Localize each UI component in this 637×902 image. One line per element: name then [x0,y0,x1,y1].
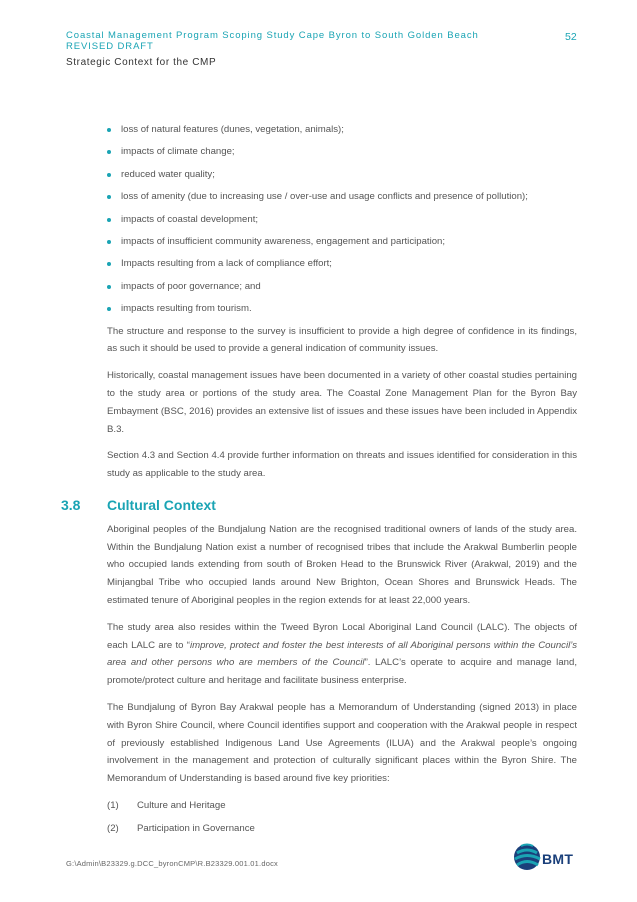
bullet-icon [107,218,111,222]
section-title: Cultural Context [107,496,216,513]
bmt-globe-icon [513,841,543,873]
list-item: (2) Participation in Governance [107,823,255,835]
chapter-title: Strategic Context for the CMP [66,57,217,68]
section-number: 3.8 [61,496,81,513]
page-number: 52 [565,31,577,43]
logo-text: BMT [542,851,574,867]
bullet-icon [107,128,111,132]
aboriginal-peoples-paragraph: Aboriginal peoples of the Bundjalung Nation are the recognised traditional owners of lands of the study area. Within the Bundjalung Nation exist a number of recognised tribes that include the Arakwal Bumberlin people who occupied lands extending from south of Broken Head to the Brunswick River (Arakwal, 2019) and the Minjangbal Tribe who occupied lands around New Brighton, Ocean Shores and Brunswick Heads. The estimated tenure of Aboriginal peoples in the region extends for at least 22,000 years. [107,523,577,607]
lalc-paragraph: The study area also resides within the Tweed Byron Local Aboriginal Land Council (LALC). The objects of each LALC are to “improve, protect and foster the best interests of all Aboriginal persons within the Council’s area and other persons who are members of the Council”. LALC’s operate to acquire and manage land, promote/protect culture and heritage and facilitate business enterprise. [107,621,577,687]
file-path: G:\Admin\B23329.g.DCC_byronCMP\R.B23329.001.01.docx [66,859,278,868]
bullet-icon [107,240,111,244]
lalc-quote: improve, protect and foster the best interests of all Aboriginal persons within the Council’s area and other persons who are members of the Council [107,639,577,669]
mou-paragraph: The Bundjalung of Byron Bay Arakwal people has a Memorandum of Understanding (signed 2013) in place with Byron Shire Council, where Council identifies support and cooperation with the Arakwal people in respect of previously established Indigenous Land Use Agreements (ILUA) and the Arakwal people’s ongoing involvement in the management and protection of culturally significant places within the Byron Shire. The Memorandum of Understanding is based around five key priorities: [107,702,577,785]
list-item: (1) Culture and Heritage [107,800,226,812]
history-paragraph: Historically, coastal management issues have been documented in a variety of other coastal studies pertaining to the study area or portions of the study area. The Coastal Zone Management Plan for the Byron Bay Embayment (BSC, 2016) provides an extensive list of issues and these issues have been included in Appendix B.3. [107,370,577,435]
list-item: impacts of climate change; [107,143,577,160]
bullet-icon [107,262,111,266]
page-body [61,121,577,843]
page-header [66,30,526,68]
list-item: reduced water quality; [107,166,577,183]
issues-list [107,121,577,317]
survey-paragraph: The structure and response to the survey is insufficient to provide a high degree of confidence in its findings, as such it should be used to provide a general indication of community issues. [107,325,577,355]
bullet-icon [107,173,111,177]
list-item: Impacts resulting from a lack of compliance effort; [107,255,577,272]
document-title: Coastal Management Program Scoping Study Cape Byron to South Golden Beach REVISED DRAFT [66,30,479,52]
list-item: impacts of poor governance; and [107,278,577,295]
list-item: loss of natural features (dunes, vegetation, animals); [107,121,577,138]
list-item: loss of amenity (due to increasing use / over-use and usage conflicts and presence of pollution); [107,188,577,205]
sections-paragraph: Section 4.3 and Section 4.4 provide further information on threats and issues identified for consideration in this study as applicable to the study area. [107,450,577,480]
bmt-logo [513,841,573,875]
bullet-icon [107,307,111,311]
list-item: impacts resulting from tourism. [107,300,577,317]
priorities-list [107,797,577,837]
bullet-icon [107,150,111,154]
list-item: impacts of insufficient community awareness, engagement and participation; [107,233,577,250]
section-heading [61,496,577,519]
list-item: impacts of coastal development; [107,211,577,228]
bullet-icon [107,195,111,199]
bullet-icon [107,285,111,289]
